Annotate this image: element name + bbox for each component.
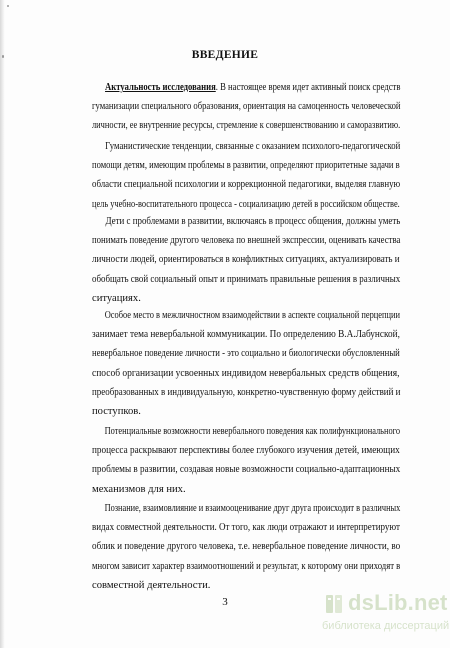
- paragraph-potential: [92, 422, 400, 499]
- dslib-watermark: [318, 586, 448, 638]
- text-line: обобщать свой социальный опыт и принимать правильные решения в различных: [92, 273, 401, 285]
- text-line: многом зависит характер взаимоотношений и результат, к которому они приходят в: [92, 560, 401, 572]
- text-line: Гуманистические тенденции, связанные с оказанием психолого-педагогической: [105, 141, 401, 152]
- scan-speck: [7, 5, 9, 7]
- text-line: личности людей, ориентироваться в конфликтных ситуациях, актуализировать и: [92, 254, 400, 266]
- text-line: процесса раскрывают перспективы более глубокого изучения детей, имеющих: [92, 445, 400, 457]
- relevance-heading: Актуальность исследования: [105, 82, 216, 93]
- text-line: совместной деятельности.: [92, 579, 211, 591]
- paragraph-cognition: [92, 499, 400, 595]
- paragraph-children: [92, 212, 400, 308]
- paragraph-nonverbal: [92, 306, 400, 421]
- text-line: Дети с проблемами в развитии, включаясь в процесс общения, должны уметь: [105, 216, 401, 227]
- text-line: Познание, взаимовлияние и взаимооценивание друг друга происходит в различных: [104, 503, 401, 514]
- watermark-brand: dsLib.net: [348, 590, 448, 615]
- text-line: Потенциальные возможности невербального поведения как полифункционального: [104, 426, 401, 437]
- page-number: 3: [222, 596, 228, 608]
- text-line: помощи детям, имеющим проблемы в развитии, определяют приоритетные задачи в: [92, 160, 400, 172]
- text-line: облик и поведение другого человека, т.е. невербальное поведение личности, во: [92, 541, 401, 553]
- text-line: проблемы в развитии, создавая новые возможности социально-адаптационных: [92, 464, 401, 476]
- text-line: ситуациях.: [92, 292, 141, 304]
- text-line: цель учебно-воспитательного процесса - социализацию детей в российском обществе.: [92, 198, 400, 210]
- scan-edge: [0, 0, 5, 648]
- text-line: понимать поведение другого человека по внешней экспрессии, оценивать качества: [92, 235, 401, 247]
- text-line: невербальное поведение личности - это социально и биологически обусловленный: [92, 348, 400, 360]
- paragraph-humanistic: [92, 137, 400, 214]
- text-line: механизмов для них.: [92, 483, 186, 495]
- text-fragment: . В настоящее время идет активный поиск средств: [215, 82, 401, 93]
- watermark-tagline: библиотека диссертаций: [322, 620, 450, 632]
- text-line: [92, 78, 401, 97]
- text-line: преобразованных в индивидуальную, конкретно-чувственную форму действий и: [92, 386, 401, 398]
- text-line: Особое место в межличностном взаимодействии в аспекте социальной перцепции: [104, 310, 401, 321]
- text-line: видах совместной деятельности. От того, как люди отражают и интерпретируют: [92, 522, 400, 534]
- text-line: гуманизации специального образования, ориентация на самоценность человеческой: [92, 101, 401, 113]
- text-line: способ организации усвоенных индивидом невербальных средств общения,: [92, 367, 400, 379]
- text-line: занимает тема невербальной коммуникации. По определению В.А.Лабунской,: [92, 329, 400, 341]
- text-line: области специальной психологии и коррекционной педагогики, выделяя главную: [92, 179, 401, 191]
- text-line: поступков.: [92, 405, 141, 417]
- book-logo-icon: [324, 592, 346, 616]
- paragraph-relevance: [92, 78, 400, 136]
- text-line: личности, ее внутренние ресурсы, стремление к совершенствованию и саморазвитию.: [92, 120, 401, 132]
- section-title: ВВЕДЕНИЕ: [191, 49, 259, 61]
